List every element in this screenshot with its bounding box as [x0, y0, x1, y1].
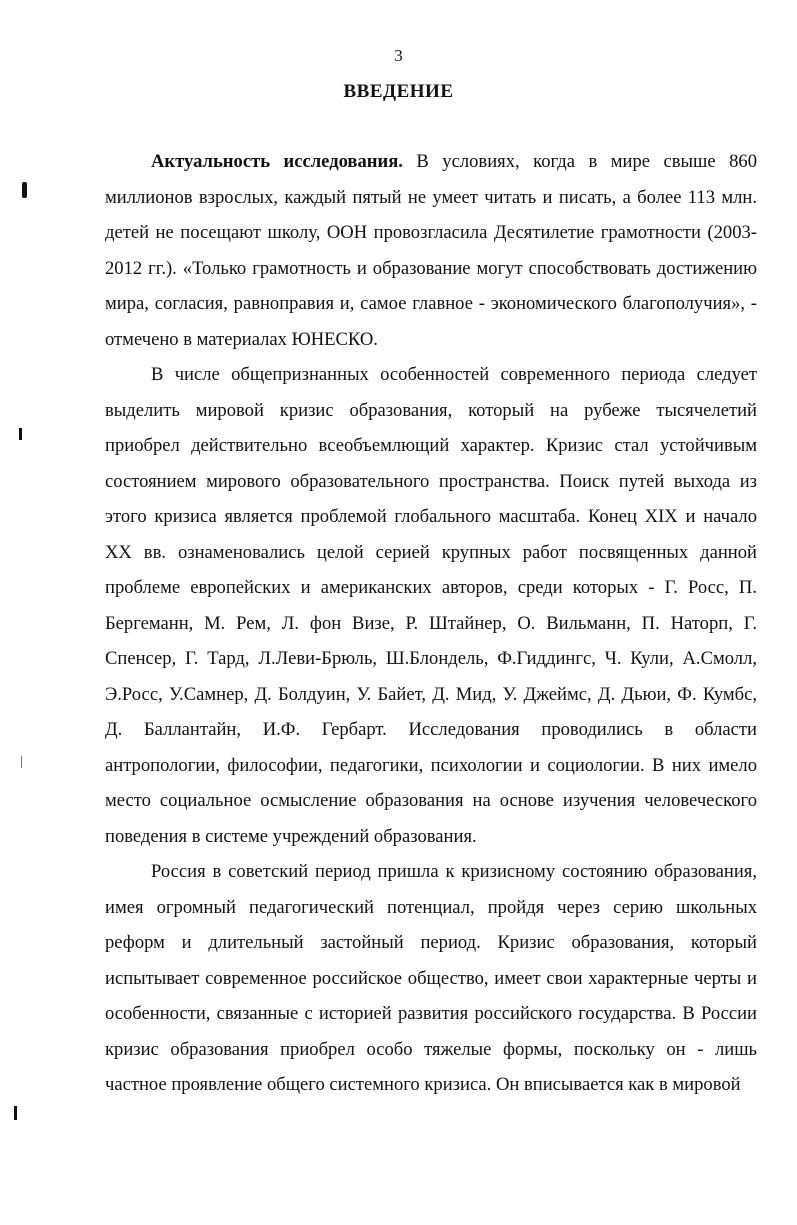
scan-mark — [21, 756, 22, 768]
paragraph-text: Россия в советский период пришла к кризисному состоянию образования, имея огромный педагогический потенциал, пройдя через серию школьных реформ и длительный застойный период. Кризис образования, который испытывает современное российское общество, имеет свои характерные черты и особенности, связанные с историей развития российского государства. В России кризис образования приобрел особо тяжелые формы, поскольку он - лишь частное проявление общего системного кризиса. Он вписывается как в мировой — [105, 861, 757, 1095]
scan-mark — [22, 182, 27, 198]
paragraph-relevance — [105, 144, 757, 357]
paragraph-lead: Актуальность исследования. — [151, 151, 403, 172]
paragraph-text: В числе общепризнанных особенностей современного периода следует выделить мировой кризис образования, который на рубеже тысячелетий приобрел действительно всеобъемлющий характер. Кризис стал устойчивым состоянием мирового образовательного пространства. Поиск путей выхода из этого кризиса является проблемой глобального масштаба. Конец XIX и начало XX вв. ознаменовались целой серией крупных работ посвященных данной проблеме европейских и американских авторов, среди которых - Г. Росс, П. Бергеманн, М. Рем, Л. фон Визе, Р. Штайнер, О. Вильманн, П. Наторп, Г. Спенсер, Г. Тард, Л.Леви-Брюль, Ш.Блондель, Ф.Гиддингс, Ч. Кули, А.Смолл, Э.Росс, У.Самнер, Д. Болдуин, У. Байет, Д. Мид, У. Джеймс, Д. Дьюи, Ф. Кумбс, Д. Баллантайн, И.Ф. Гербарт. Исследования проводились в области антропологии, философии, педагогики, психологии и социологии. В них имело место социальное осмысление образования на основе изучения человеческого поведения в системе учреждений образования. — [105, 364, 757, 847]
scan-mark — [14, 1106, 17, 1120]
scan-mark — [19, 428, 22, 440]
page-title: ВВЕДЕНИЕ — [343, 81, 454, 102]
paragraph-text: В условиях, когда в мире свыше 860 миллионов взрослых, каждый пятый не умеет читать и писать, а более 113 млн. детей не посещают школу, ООН провозгласила Десятилетие грамотности (2003-2012 гг.). «Только грамотность и образование могут способствовать достижению мира, согласия, равноправия и, самое главное - экономического благополучия», - отмечено в материалах ЮНЕСКО. — [105, 151, 757, 350]
paragraph-global-crisis — [105, 357, 757, 854]
body-text — [105, 144, 757, 1103]
page-number: 3 — [394, 46, 403, 65]
paragraph-russia-crisis — [105, 854, 757, 1103]
